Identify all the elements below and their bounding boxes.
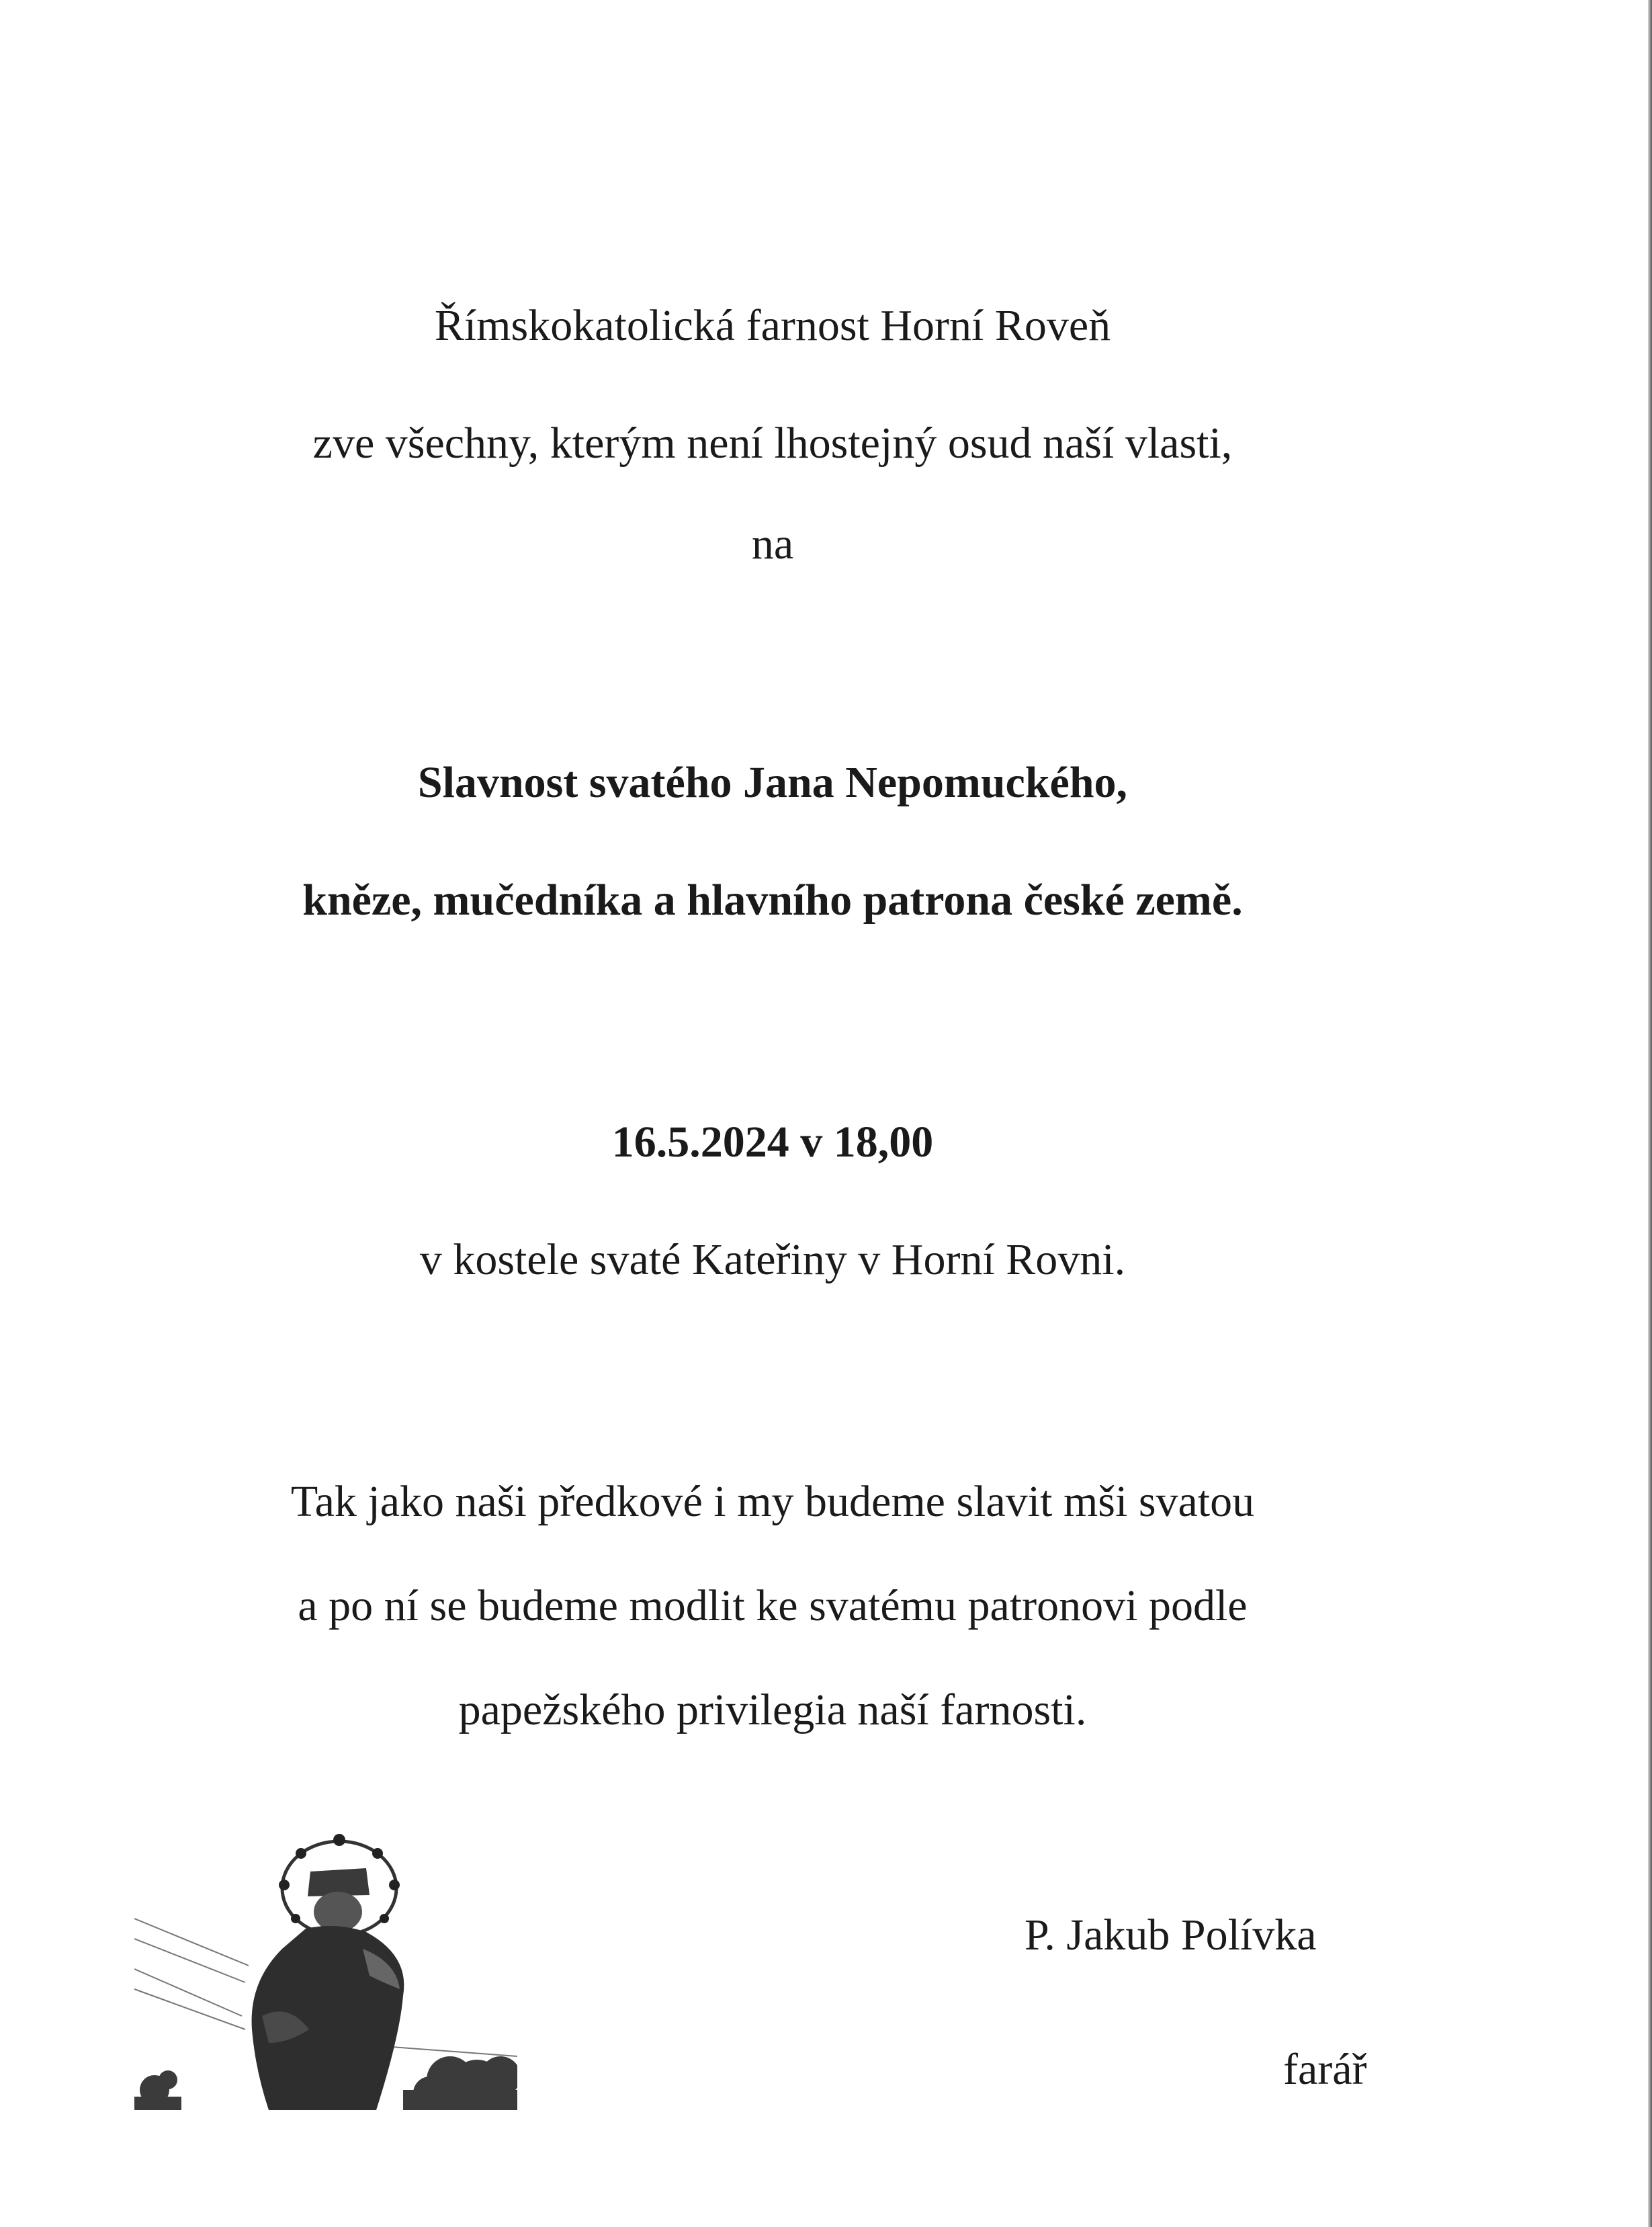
invitation-line: zve všechny, kterým není lhostejný osud naší vlasti, xyxy=(312,419,1233,468)
event-datetime: 16.5.2024 v 18,00 xyxy=(611,1118,934,1167)
parish-name: Římskokatolická farnost Horní Roveň xyxy=(434,301,1111,350)
signature-name: P. Jakub Polívka xyxy=(1025,1910,1317,1960)
feast-title-line1: Slavnost svatého Jana Nepomuckého, xyxy=(417,758,1128,807)
signature-role: farář xyxy=(1283,2045,1367,2094)
saint-statue-image xyxy=(134,1814,517,2110)
event-location: v kostele svaté Kateřiny v Horní Rovni. xyxy=(419,1235,1126,1284)
feast-title-line2: kněze, mučedníka a hlavního patrona české země. xyxy=(302,876,1243,925)
body-line1: Tak jako naši předkové i my budeme slavit mši svatou xyxy=(290,1477,1255,1526)
scan-page-edge xyxy=(1648,0,1652,2227)
invitation-to: na xyxy=(751,519,794,569)
body-line3: papežského privilegia naší farnosti. xyxy=(458,1685,1087,1734)
body-line2: a po ní se budeme modlit ke svatému patronovi podle xyxy=(298,1581,1248,1630)
